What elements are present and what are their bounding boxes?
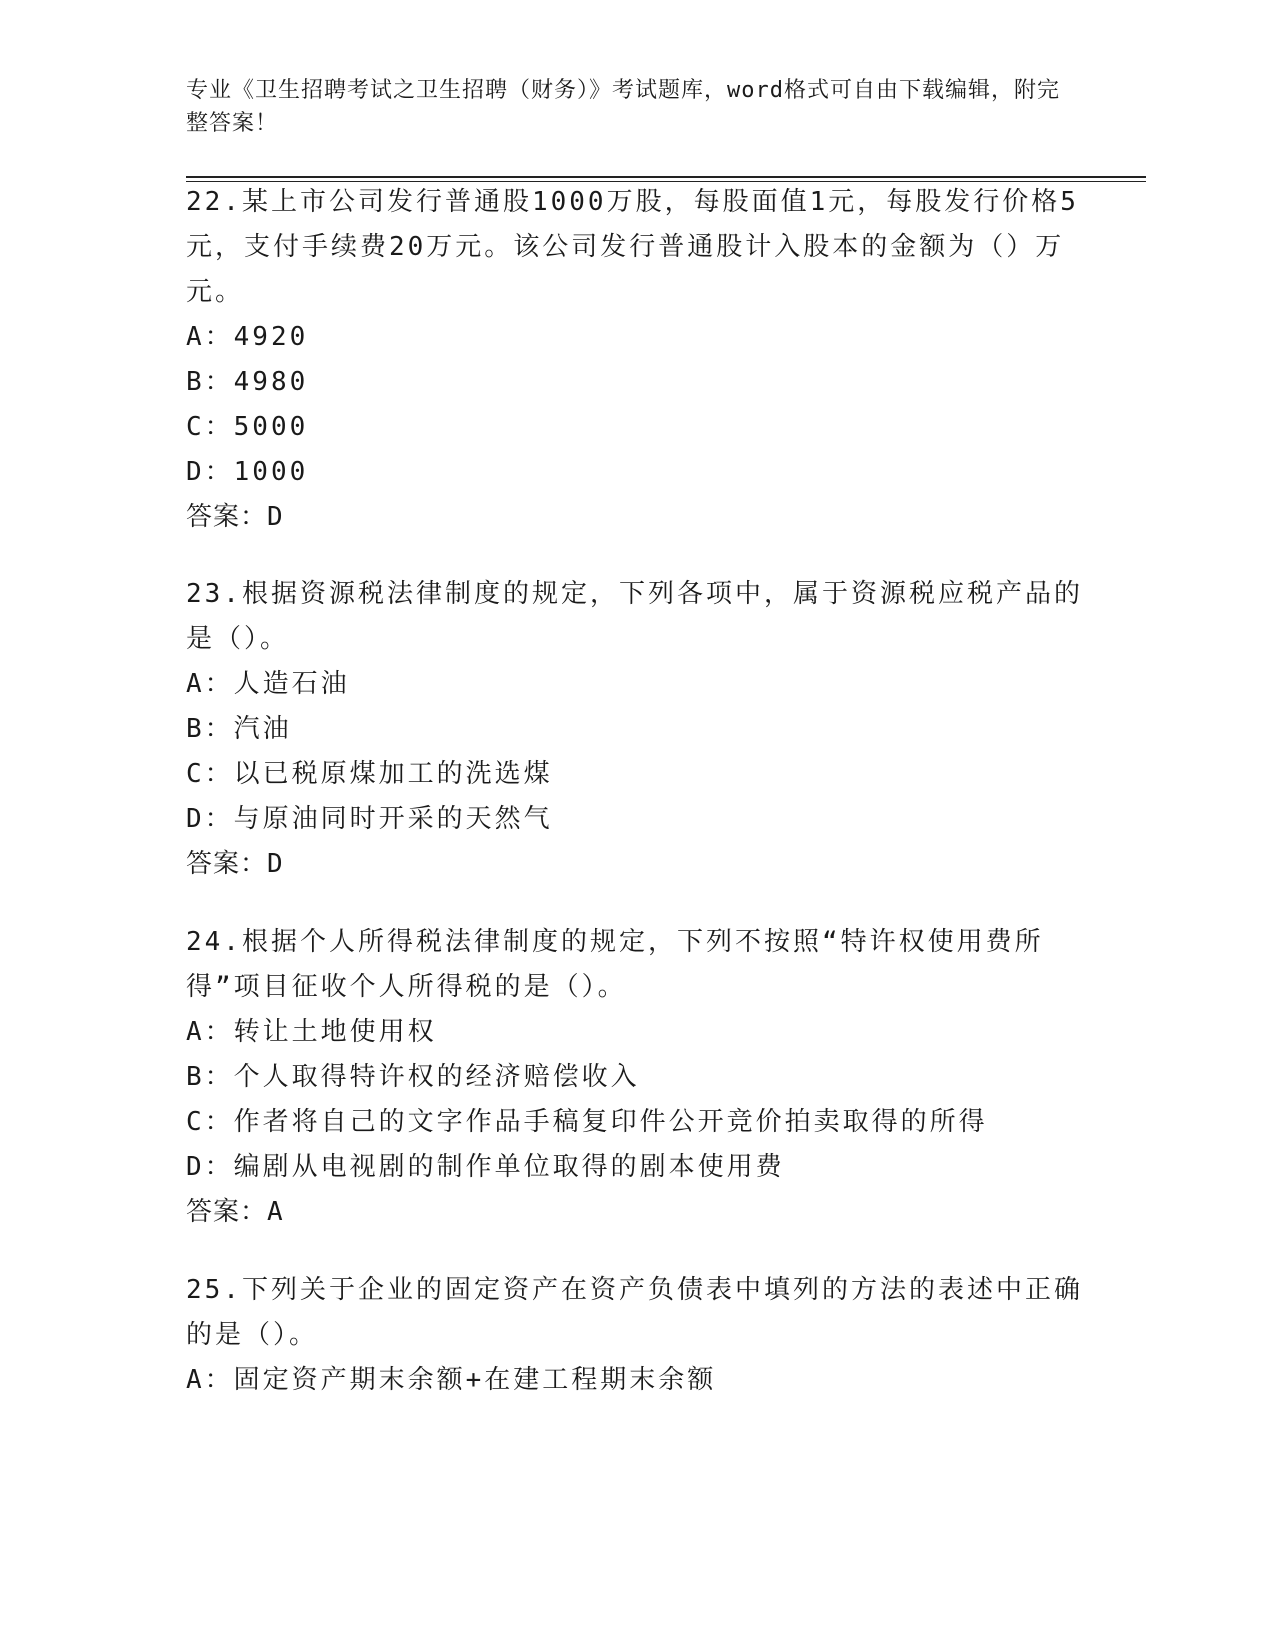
option-a: A：固定资产期末余额+在建工程期末余额 xyxy=(186,1365,717,1395)
option-b: B：汽油 xyxy=(186,714,292,744)
option-b: B：个人取得特许权的经济赔偿收入 xyxy=(186,1062,640,1092)
answer-value: D xyxy=(267,849,284,879)
option-d: D：与原油同时开采的天然气 xyxy=(186,804,553,834)
answer-value: A xyxy=(267,1197,284,1227)
option-a: A：人造石油 xyxy=(186,669,350,699)
question-stem: 22.某上市公司发行普通股1000万股，每股面值1元，每股发行价格5元，支付手续费20万元。该公司发行普通股计入股本的金额为（）万元。 xyxy=(186,187,1079,307)
question-25 xyxy=(186,1268,1086,1403)
option-d: D：1000 xyxy=(186,457,309,487)
answer-label: 答案： xyxy=(186,502,268,532)
answer-value: D xyxy=(267,502,284,532)
option-c: C：以已税原煤加工的洗选煤 xyxy=(186,759,553,789)
document-header: 专业《卫生招聘考试之卫生招聘（财务）》考试题库，word格式可自由下载编辑，附完整答案！ xyxy=(186,78,1060,136)
answer xyxy=(186,1190,1086,1235)
answer xyxy=(186,842,1086,887)
answer-label: 答案： xyxy=(186,849,268,879)
answer xyxy=(186,495,1086,540)
question-24 xyxy=(186,920,1086,1235)
option-a: A：4920 xyxy=(186,322,309,352)
question-22 xyxy=(186,180,1086,540)
option-c: C：作者将自己的文字作品手稿复印件公开竞价拍卖取得的所得 xyxy=(186,1107,988,1137)
question-stem: 24.根据个人所得税法律制度的规定，下列不按照“特许权使用费所得”项目征收个人所得税的是（）。 xyxy=(186,927,1044,1002)
answer-label: 答案： xyxy=(186,1197,268,1227)
option-a: A：转让土地使用权 xyxy=(186,1017,437,1047)
option-b: B：4980 xyxy=(186,367,309,397)
question-stem: 23.根据资源税法律制度的规定，下列各项中，属于资源税应税产品的是（）。 xyxy=(186,579,1083,654)
option-d: D：编剧从电视剧的制作单位取得的剧本使用费 xyxy=(186,1152,785,1182)
question-stem: 25.下列关于企业的固定资产在资产负债表中填列的方法的表述中正确的是（）。 xyxy=(186,1275,1083,1350)
header-divider-thick xyxy=(186,176,1146,178)
option-c: C：5000 xyxy=(186,412,309,442)
question-23 xyxy=(186,572,1086,887)
